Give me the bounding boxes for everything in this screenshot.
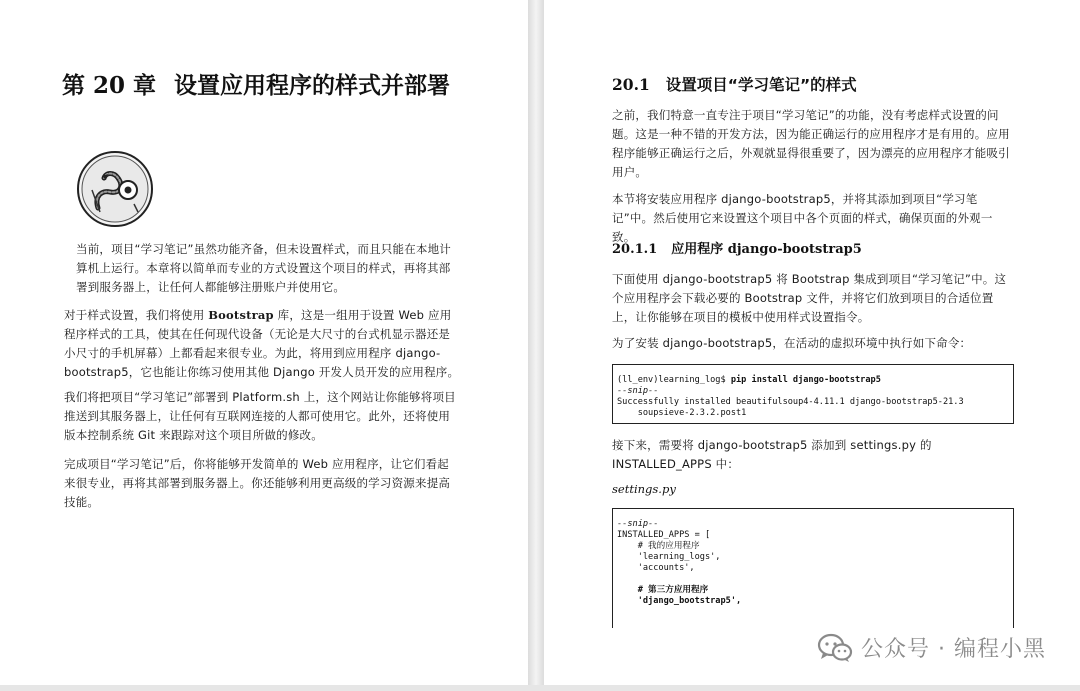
code-comment-third-party: # 第三方应用程序 <box>617 585 709 595</box>
code-line-1 <box>617 519 1013 530</box>
code-prompt: (ll_env)learning_log$ <box>617 375 731 385</box>
settings-file-label: settings.py <box>612 482 676 496</box>
snake-emblem-icon <box>76 150 154 228</box>
code-line-7 <box>617 585 1013 596</box>
watermark <box>817 632 1046 663</box>
book-gutter <box>528 0 544 691</box>
code-django-bootstrap5: 'django_bootstrap5', <box>617 596 742 606</box>
paragraph-styling-intro: 之前，我们特意一直专注于项目“学习笔记”的功能，没有考虑样式设置的问题。这是一种不错的开发方法，因为能正确运行的应用程序才是有用的。应用程序能够正确运行之后，外观就显得很重要了，因为漂亮的应用程序才能吸引用户。 <box>612 108 1010 179</box>
p1-text-a: 对于样式设置，我们将使用 <box>64 308 209 322</box>
code-line-6 <box>617 574 1013 585</box>
subsection-title-a: 应用程序 <box>671 242 728 257</box>
subsection-title-b: django-bootstrap5 <box>727 242 862 257</box>
chapter-title-text: 设置应用程序的样式并部署 <box>174 72 451 99</box>
right-page <box>544 0 1080 691</box>
code-line-4: 'learning_logs', <box>617 552 721 562</box>
code-block-install <box>612 364 1014 424</box>
p1-text-b: 库，这是一组用于设置 Web 应用程序样式的工具，使其在任何现代设备（无论是大尺寸的台式机显示器还是小尺寸的手机屏幕）上都看起来很专业。为此，将用到应用程序 django-bootstrap5，它也能让你练习使用其他 Django 开发人员开发的应用程序。 <box>64 308 460 379</box>
intro-paragraph: 当前，项目“学习笔记”虽然功能齐备，但未设置样式，而且只能在本地计算机上运行。本章将以简单而专业的方式设置这个项目的样式，再将其部署到服务器上，让任何人都能够注册账户并使用它。 <box>76 242 452 294</box>
section-number: 20.1 <box>612 75 650 94</box>
chapter-title <box>62 70 462 102</box>
paragraph-section-plan: 本节将安装应用程序 django-bootstrap5，并将其添加到项目“学习笔记”中。然后使用它来设置这个项目中各个页面的样式，确保页面的外观一致。 <box>612 192 993 244</box>
code-line-2 <box>617 386 1013 397</box>
code-snip: --snip-- <box>617 386 659 396</box>
code-line-5: 'accounts', <box>617 563 695 573</box>
code-line-4: soupsieve-2.3.2.post1 <box>617 408 747 418</box>
bottom-strip <box>0 685 1080 691</box>
paragraph-install: 为了安装 django-bootstrap5，在活动的虚拟环境中执行如下命令： <box>612 336 972 350</box>
section-title <box>612 73 857 95</box>
paragraph-add-app: 接下来，需要将 django-bootstrap5 添加到 settings.py 的 INSTALLED_APPS 中： <box>612 438 932 471</box>
paragraph-summary: 完成项目“学习笔记”后，你将能够开发简单的 Web 应用程序，让它们看起来很专业，再将其部署到服务器上。你还能够利用更高级的学习资源来提高技能。 <box>64 457 451 509</box>
paragraph-integration: 下面使用 django-bootstrap5 将 Bootstrap 集成到项目“学习笔记”中。这个应用程序会下载必要的 Bootstrap 文件，并将它们放到项目的合适位置上，让你能够在项目的模板中使用样式设置指令。 <box>612 272 1007 324</box>
code-block-settings <box>612 508 1014 628</box>
code-command: pip install django-bootstrap5 <box>730 375 881 385</box>
watermark-text: 公众号 · 编程小黑 <box>861 637 1046 662</box>
code-line-3: # 我的应用程序 <box>617 541 700 551</box>
subsection-number: 20.1.1 <box>612 242 658 257</box>
code-line-8 <box>617 596 1013 607</box>
wechat-icon <box>817 633 853 663</box>
paragraph-bootstrap <box>64 306 460 382</box>
code-line-3: Successfully installed beautifulsoup4-4.11.1 django-bootstrap5-21.3 <box>617 397 964 407</box>
bootstrap-term: Bootstrap <box>208 308 274 322</box>
subsection-title <box>612 238 862 257</box>
chapter-number: 第 20 章 <box>62 72 157 99</box>
code-line-1 <box>617 375 1013 386</box>
code-snip: --snip-- <box>617 519 659 529</box>
left-page <box>0 0 528 691</box>
code-line-2: INSTALLED_APPS = [ <box>617 530 711 540</box>
paragraph-platform: 我们将把项目“学习笔记”部署到 Platform.sh 上，这个网站让你能够将项目推送到其服务器上，让任何有互联网连接的人都可使用它。此外，还将使用版本控制系统 Git 来跟踪对这个项目所做的修改。 <box>64 390 456 442</box>
section-title-text: 设置项目“学习笔记”的样式 <box>665 76 857 94</box>
